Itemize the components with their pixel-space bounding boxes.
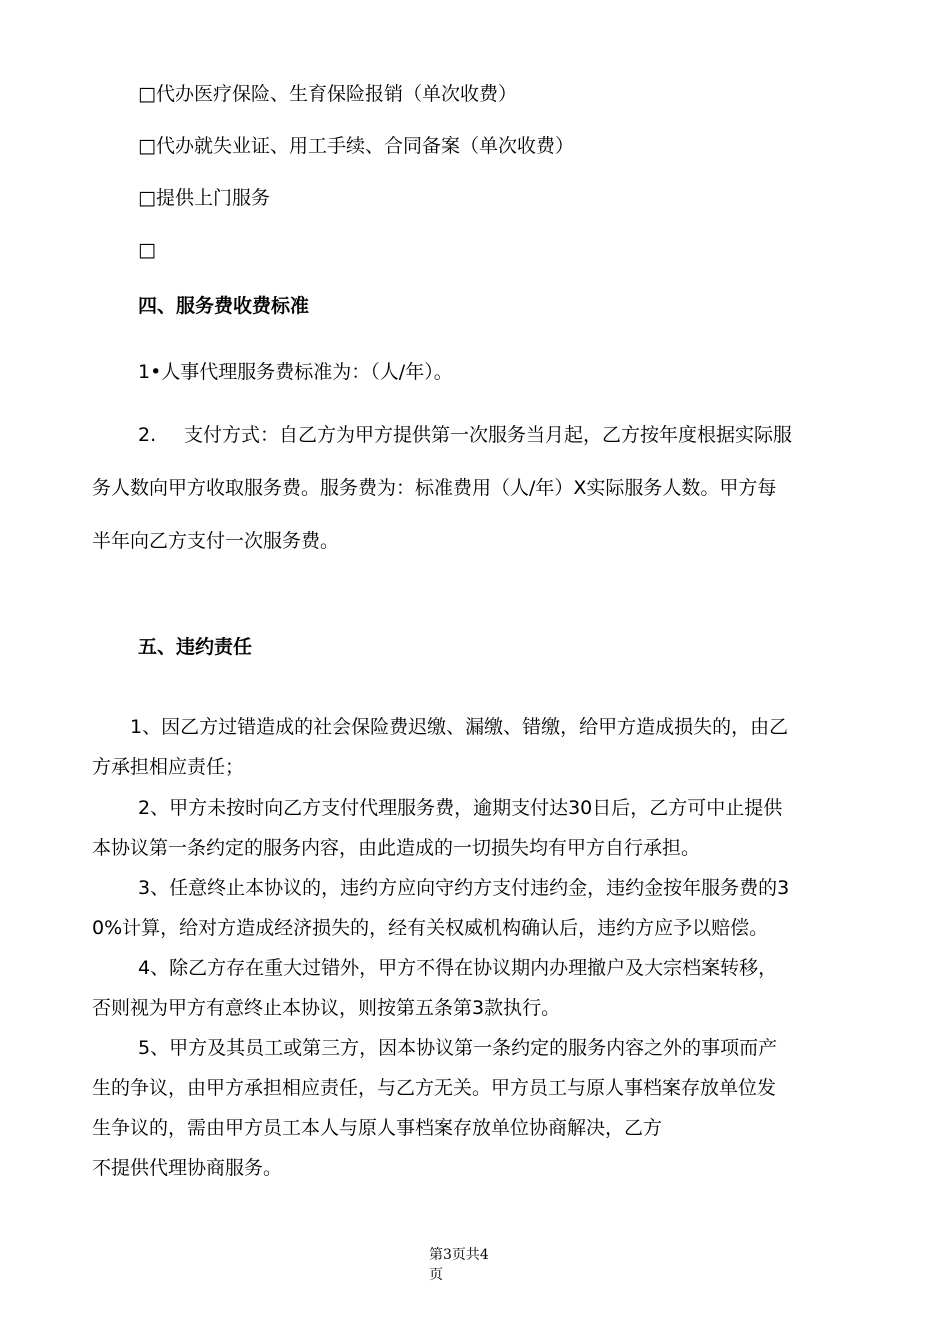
section-4-item-2-line: 半年向乙方支付一次服务费。 [92, 530, 340, 552]
section-4-heading: 四、服务费收费标准 [138, 295, 310, 317]
section-5-line: 3、任意终止本协议的，违约方应向守约方支付违约金，违约金按年服务费的3 [138, 877, 790, 899]
section-5-line: 生的争议，由甲方承担相应责任，与乙方无关。甲方员工与原人事档案存放单位发 [92, 1077, 777, 1099]
option-onsite-service: □提供上门服务 [138, 187, 270, 209]
section-5-heading: 五、违约责任 [138, 636, 253, 658]
section-4-item-2-line: 务人数向甲方收取服务费。服务费为：标准费用（人/年）X实际服务人数。甲方每 [92, 477, 777, 499]
section-4-item-1: 1•人事代理服务费标准为：（人/年）。 [138, 361, 453, 383]
section-5-line: 1、因乙方过错造成的社会保险费迟缴、漏缴、错缴，给甲方造成损失的，由乙 [130, 716, 789, 738]
section-5-line: 否则视为甲方有意终止本协议，则按第五条第3款执行。 [92, 997, 561, 1019]
section-5-line: 不提供代理协商服务。 [92, 1157, 283, 1179]
page-number-line-2: 页 [429, 1267, 443, 1283]
section-5-line: 本协议第一条约定的服务内容，由此造成的一切损失均有甲方自行承担。 [92, 837, 701, 859]
section-5-line: 2、甲方未按时向乙方支付代理服务费，逾期支付达30日后，乙方可中止提供 [138, 797, 783, 819]
section-5-line: 方承担相应责任； [92, 756, 245, 778]
section-5-line: 4、除乙方存在重大过错外，甲方不得在协议期内办理撤户及大宗档案转移， [138, 957, 778, 979]
section-5-line: 生争议的，需由甲方员工本人与原人事档案存放单位协商解决，乙方 [92, 1117, 663, 1139]
section-4-item-2-number: 2. [138, 424, 157, 446]
option-blank: □ [138, 239, 156, 261]
option-employment-procedures: □代办就失业证、用工手续、合同备案（单次收费） [138, 135, 574, 157]
option-medical-reimbursement: □代办医疗保险、生育保险报销（单次收费） [138, 83, 517, 105]
page-number-line-1: 第3页共4 [429, 1247, 489, 1263]
section-4-item-2-line: 支付方式：自乙方为甲方提供第一次服务当月起，乙方按年度根据实际服 [184, 424, 793, 446]
section-5-line: 5、甲方及其员工或第三方，因本协议第一条约定的服务内容之外的事项而产 [138, 1037, 778, 1059]
section-5-line: 0%计算，给对方造成经济损失的，经有关权威机构确认后，违约方应予以赔偿。 [92, 917, 769, 939]
